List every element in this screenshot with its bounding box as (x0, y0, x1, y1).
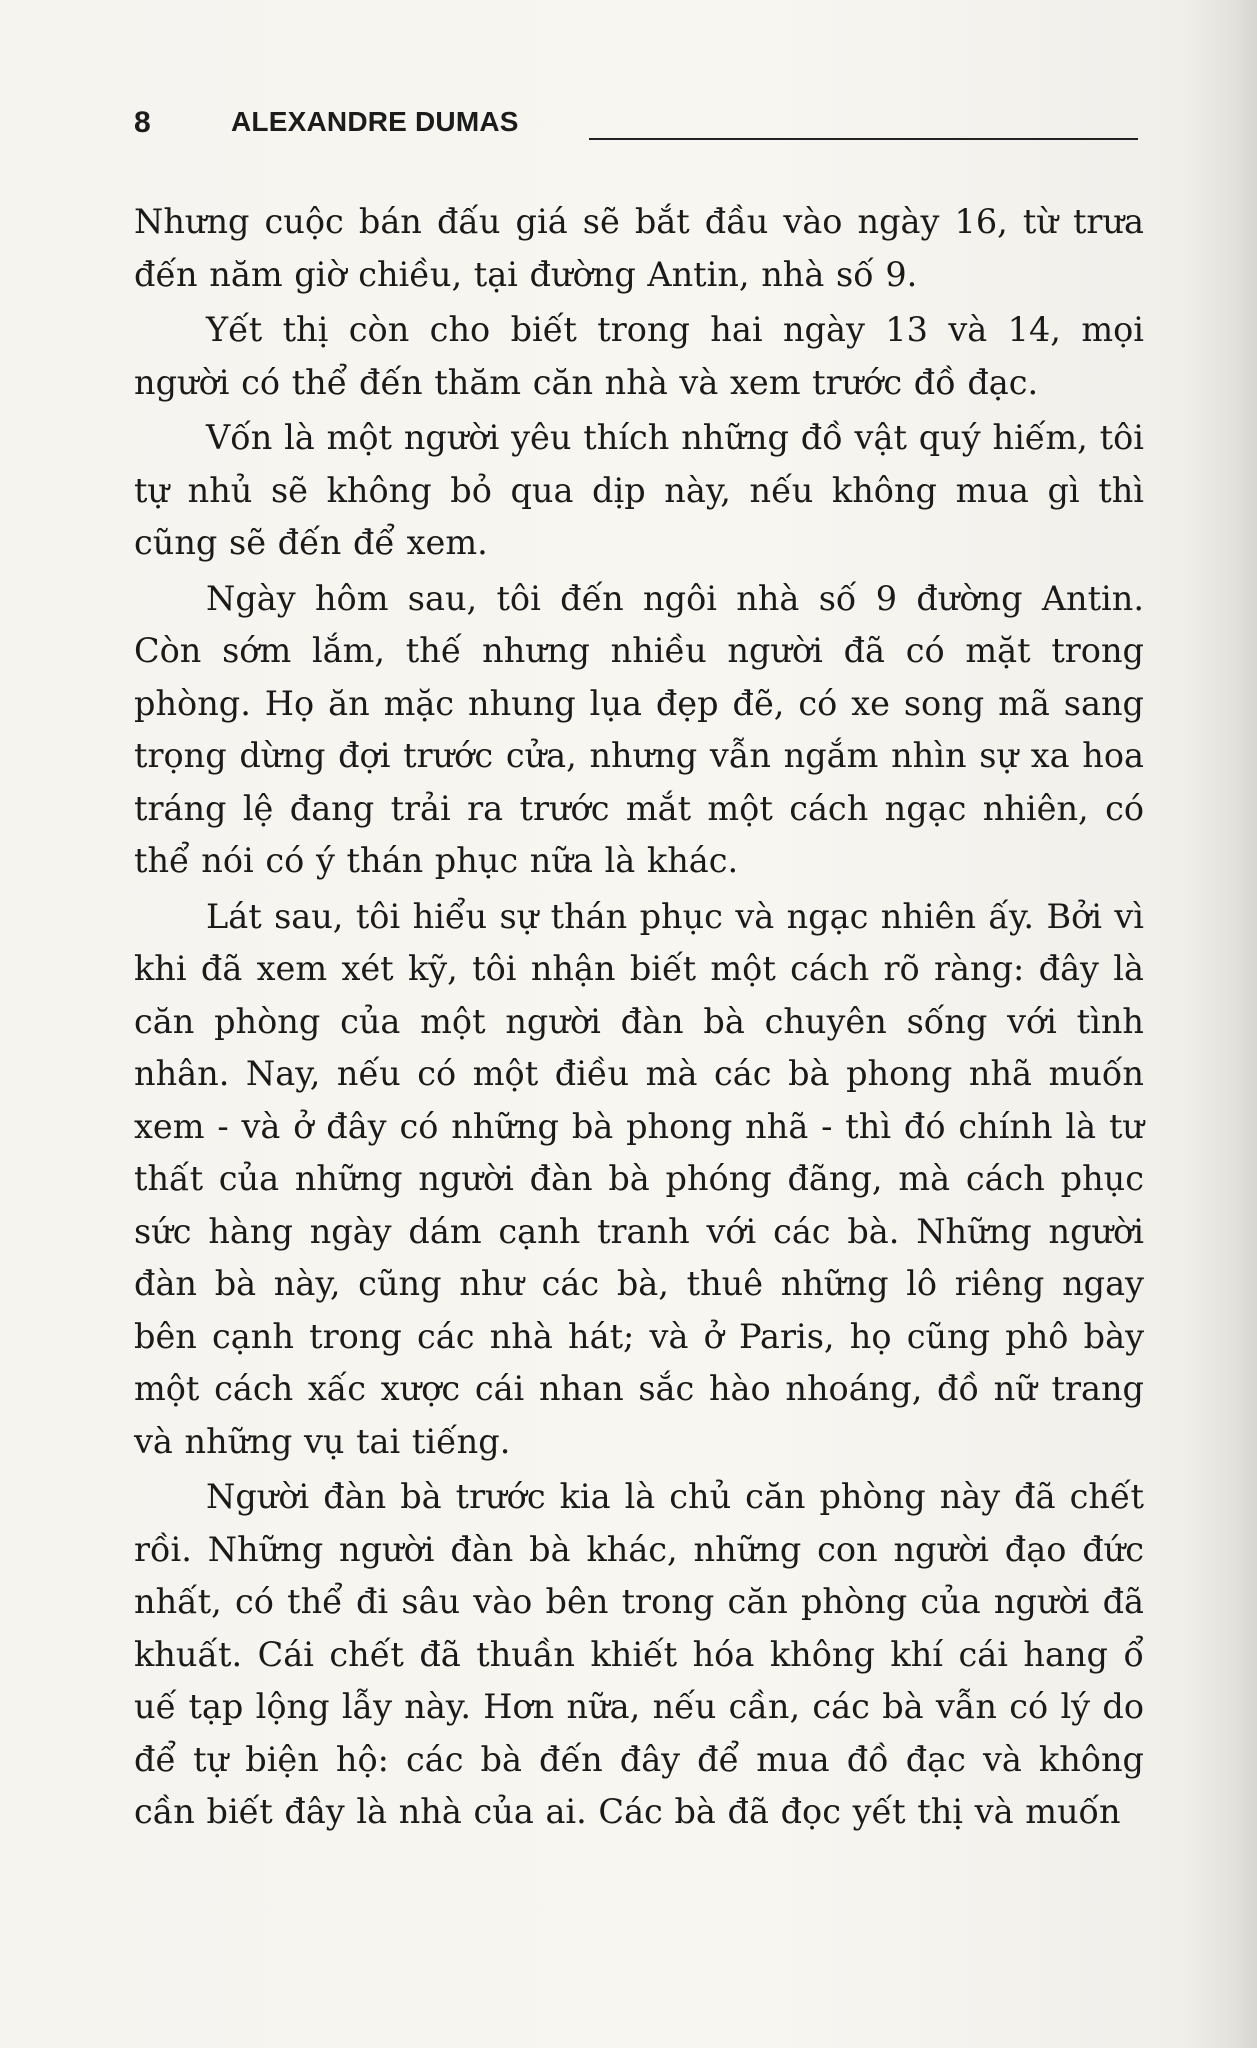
paragraph: Lát sau, tôi hiểu sự thán phục và ngạc nhiên ấy. Bởi vì khi đã xem xét kỹ, tôi nhận biết một cách rõ ràng: đây là căn phòng của một người đàn bà chuyên sống với tình nhân. Nay, nếu có một điều mà các bà phong nhã muốn xem - và ở đây có những bà phong nhã - thì đó chính là tư thất của những người đàn bà phóng đãng, mà cách phục sức hàng ngày dám cạnh tranh với các bà. Những người đàn bà này, cũng như các bà, thuê những lô riêng ngay bên cạnh trong các nhà hát; và ở Paris, họ cũng phô bày một cách xấc xược cái nhan sắc hào nhoáng, đồ nữ trang và những vụ tai tiếng. (134, 896, 1144, 1461)
paragraph: Yết thị còn cho biết trong hai ngày 13 và 14, mọi người có thể đến thăm căn nhà và xem trước đồ đạc. (134, 310, 1144, 402)
header-rule (589, 138, 1138, 140)
paragraph-continuation: Nhưng cuộc bán đấu giá sẽ bắt đầu vào ngày 16, từ trưa đến năm giờ chiều, tại đường Antin, nhà số 9. (134, 202, 1144, 294)
running-head-author: ALEXANDRE DUMAS (231, 106, 519, 137)
paragraph: Người đàn bà trước kia là chủ căn phòng này đã chết rồi. Những người đàn bà khác, những con người đạo đức nhất, có thể đi sâu vào bên trong căn phòng của người đã khuất. Cái chết đã thuần khiết hóa không khí cái hang ổ uế tạp lộng lẫy này. Hơn nữa, nếu cần, các bà vẫn có lý do để tự biện hộ: các bà đến đây để mua đồ đạc và không cần biết đây là nhà của ai. Các bà đã đọc yết thị và muốn (134, 1477, 1144, 1831)
paragraph: Ngày hôm sau, tôi đến ngôi nhà số 9 đường Antin. Còn sớm lắm, thế nhưng nhiều người đã có mặt trong phòng. Họ ăn mặc nhung lụa đẹp đẽ, có xe song mã sang trọng dừng đợi trước cửa, nhưng vẫn ngắm nhìn sự xa hoa tráng lệ đang trải ra trước mắt một cách ngạc nhiên, có thể nói có ý thán phục nữa là khác. (134, 578, 1144, 880)
page-header (134, 104, 1144, 144)
paragraph: Vốn là một người yêu thích những đồ vật quý hiếm, tôi tự nhủ sẽ không bỏ qua dịp này, nếu không mua gì thì cũng sẽ đến để xem. (134, 418, 1144, 562)
body-text (134, 196, 1144, 1839)
page-number: 8 (134, 106, 151, 139)
